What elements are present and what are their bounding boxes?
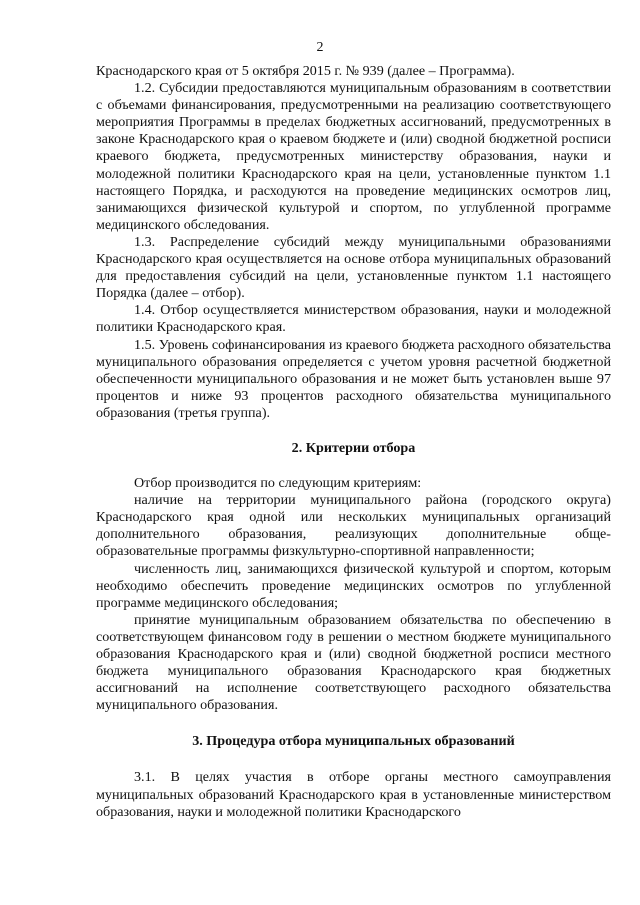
paragraph-1-2: 1.2. Субсидии предоставляются муниципальным образованиям в соответствии с объемами финансирования, предусмотренными на реализацию соответствующего мероприятия Программы в пределах бюджетных ассигнований, предусмотренных в законе Краснодарского края о краевом бюджете и (или) сводной бюджетной росписи краевого бюджета, предусмотренных министерству образования, науки и молодежной политики Краснодарского края на цели, установленные пунктом 1.1 настоящего Порядка, и расходуются на проведение медицинских осмотров лиц, занимающихся физической культурой и спортом, по углубленной программе медицинского обследования. bbox=[96, 80, 611, 233]
paragraph-1-4: 1.4. Отбор осуществляется министерством образования, науки и молодежной политики Краснодарского края. bbox=[96, 302, 611, 336]
spacer bbox=[96, 714, 611, 733]
criteria-intro: Отбор производится по следующим критериям: bbox=[134, 475, 422, 492]
page-number: 2 bbox=[316, 40, 324, 55]
paragraph-3-1: 3.1. В целях участия в отборе органы местного самоуправления муниципальных образований Краснодарского края в установленные министерством образования, науки и молодежной политики Краснодарского bbox=[96, 769, 611, 820]
criteria-item-1: наличие на территории муниципального района (городского округа) Краснодарского края одной или нескольких муниципальных организаций дополнительного образования, реализующих дополнительные обще-образовательные программы физкультурно-спортивной направленности; bbox=[96, 492, 611, 560]
document-body bbox=[96, 63, 611, 821]
paragraph-continuation: Краснодарского края от 5 октября 2015 г. № 939 (далее – Программа). bbox=[96, 63, 515, 79]
spacer bbox=[96, 750, 611, 769]
section-2-heading: 2. Критерии отбора bbox=[291, 439, 416, 456]
paragraph-1-3: 1.3. Распределение субсидий между муниципальными образованиями Краснодарского края осуществляется на основе отбора муниципальных образований для предоставления субсидий на цели, установленные пунктом 1.1 настоящего Порядка (далее – отбор). bbox=[96, 233, 611, 302]
section-3-heading: 3. Процедура отбора муниципальных образований bbox=[192, 733, 515, 750]
paragraph-1-5: 1.5. Уровень софинансирования из краевого бюджета расходного обязательства муниципального образования определяется с учетом уровня расчетной бюджетной обеспеченности муниципального образования и не может быть установлен выше 97 процентов и ниже 93 процентов расходного обязательства муниципального образования (третья группа). bbox=[96, 336, 611, 421]
criteria-item-3: принятие муниципальным образованием обязательства по обеспечению в соответствующем финансовом году в решении о местном бюджете муниципального образования Краснодарского края и (или) сводной бюджетной росписи местного бюджета муниципального образования Краснодарского края бюджетных ассигнований на исполнение соответствующего расходного обязательства муниципального образования. bbox=[96, 611, 611, 714]
spacer bbox=[96, 457, 611, 475]
spacer bbox=[96, 422, 611, 440]
criteria-item-2: численность лиц, занимающихся физической культурой и спортом, которым необходимо обеспечить проведение медицинских осмотров по углубленной программе медицинского обследования; bbox=[96, 560, 611, 611]
